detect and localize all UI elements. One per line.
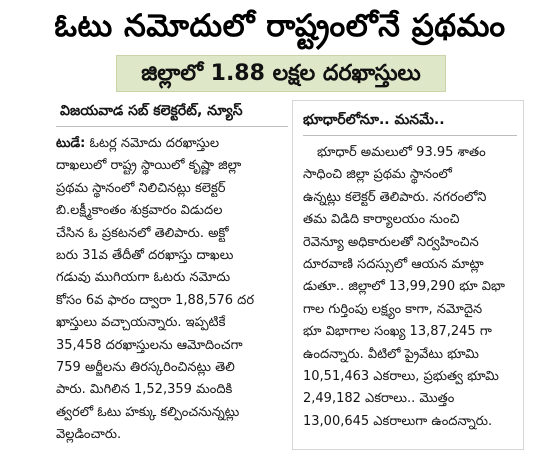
article-line — [56, 133, 288, 155]
article-line: సాధించి జిల్లా ప్రథమ స్థానంలో — [303, 167, 452, 183]
article-line: ప్రథమ స్థానంలో నిలిచినట్లు కలెక్టర్ — [56, 180, 226, 196]
article-line: భూ విభాగాల సంఖ్య 13,87,245 గా — [303, 324, 492, 340]
subheadline: జిల్లాలో 1.88 లక్షల దరఖాస్తులు — [141, 61, 421, 86]
article-line: 10,51,463 ఎకరాలు, ప్రభుత్వ భూమి — [303, 369, 499, 385]
article-line: ఖాస్తులు వచ్చాయన్నారు. ఇప్పటికే — [56, 315, 226, 331]
right-column — [292, 100, 524, 450]
article-line: గాల గుర్తింపు లక్ష్యం కాగా, నమోదైన — [303, 301, 483, 317]
article-line: ఉందన్నారు. వీటిలో ప్రైవేటు భూమి — [303, 346, 479, 362]
left-column-divider — [56, 126, 288, 127]
article-line: వెల్లడించారు. — [56, 427, 122, 443]
article-line: పారు. మిగిలిన 1,52,359 మందికి — [56, 382, 233, 398]
right-column-heading: భూధార్‌లోనూ.. మనమే.. — [303, 112, 445, 128]
headline: ఓటు నమోదులో రాష్ట్రంలోనే ప్రథమం — [54, 8, 506, 44]
dateline-lead: టుడే: — [56, 136, 86, 151]
article-line-text: ఓటర్ల నమోదు దరఖాస్తుల — [89, 136, 220, 151]
article-line: దూరవాణి సదస్సులో ఆయన మాట్లా — [303, 257, 484, 273]
article-line: కోసం 6వ ఫారం ద్వారా 1,88,576 దర — [56, 292, 255, 308]
article-line: రెవెన్యూ అధికారులతో నిర్వహించిన — [303, 234, 479, 250]
left-column-heading: విజయవాడ సబ్ కలెక్టరేట్, న్యూస్ — [60, 103, 243, 119]
left-column — [56, 100, 288, 450]
article-line: 2,49,182 ఎకరాలు.. మొత్తం — [303, 391, 455, 407]
subheadline-box — [116, 55, 446, 92]
article-line: 35,458 దరఖాస్తులను ఆమోదించగా — [56, 337, 243, 353]
article-line: డుతూ.. జిల్లాలో 13,99,290 భూ విభా — [303, 279, 505, 295]
article-line: త్వరలో ఓటు హక్కు కల్పించనున్నట్లు — [56, 404, 240, 420]
article-line: దాఖలులో రాష్ట్ర స్థాయిలో కృష్ణా జిల్లా — [56, 158, 242, 174]
article-line: 759 అర్జీలను తిరస్కరించినట్లు తెలి — [56, 360, 235, 376]
article-line: బి.లక్ష్మీకాంతం శుక్రవారం విడుదల — [56, 203, 223, 219]
article-line: ఉన్నట్లు కలెక్టర్ తెలిపారు. నగరంలోని — [303, 189, 487, 205]
right-column-divider — [303, 135, 517, 136]
article-line: గడువు ముగియగా ఓటరు నమోదు — [56, 270, 231, 286]
article-line: తమ విడిది కార్యాలయం నుంచి — [303, 212, 460, 228]
article-line: బరు 31వ తేదీతో దరఖాస్తు దాఖలు — [56, 248, 234, 264]
article-line: చేసిన ఓ ప్రకటనలో తెలిపారు. అక్టో — [56, 225, 229, 241]
article-line: 13,00,645 ఎకరాలుగా ఉందన్నారు. — [303, 413, 493, 429]
article-line: భూధార్ అమలులో 93.95 శాతం — [317, 145, 486, 160]
